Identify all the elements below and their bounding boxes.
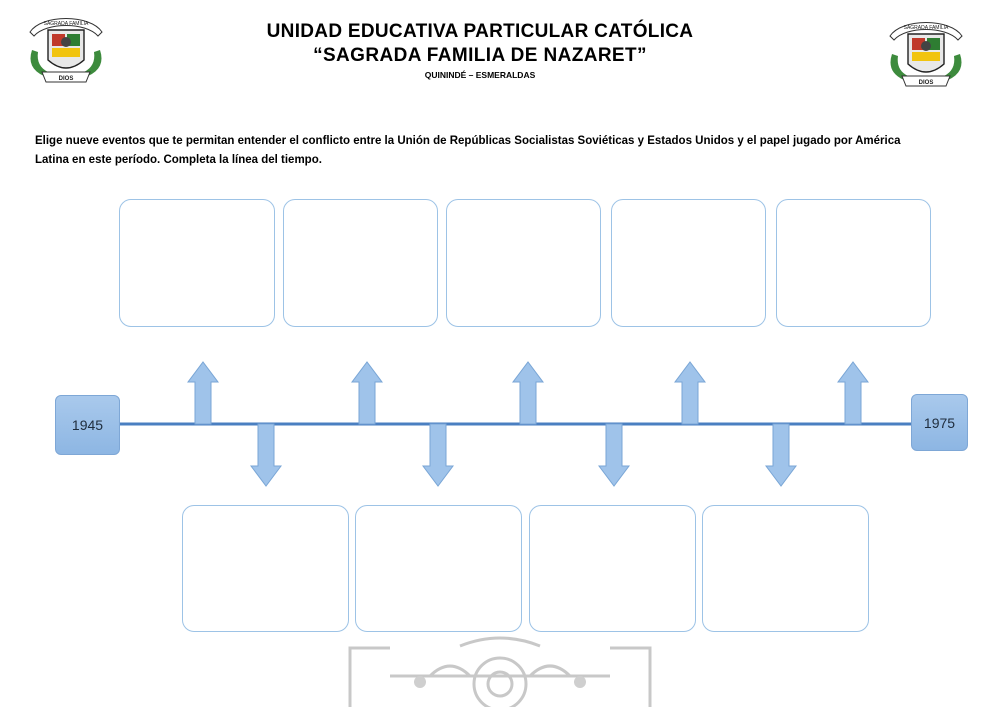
logo-ribbon-bottom-text: DIOS (918, 80, 934, 86)
school-name-line1: UNIDAD EDUCATIVA PARTICULAR CATÓLICA (266, 21, 694, 42)
up-arrow-4 (675, 362, 705, 424)
down-arrow-2 (423, 424, 453, 486)
event-box-bottom-2[interactable] (355, 505, 522, 632)
event-box-top-5[interactable] (776, 199, 931, 327)
event-box-top-3[interactable] (446, 199, 601, 327)
up-arrow-5 (838, 362, 868, 424)
event-box-bottom-3[interactable] (529, 505, 696, 632)
timeline-start-year: 1945 (55, 395, 120, 455)
school-location: QUININDÉ – ESMERALDAS (424, 70, 536, 80)
logo-ribbon-text: SAGRADA FAMILIA (43, 21, 89, 27)
event-box-top-4[interactable] (611, 199, 766, 327)
event-box-bottom-1[interactable] (182, 505, 349, 632)
school-name-line2: “SAGRADA FAMILIA DE NAZARET” (313, 45, 647, 66)
logo-ribbon-bottom-text: DIOS (58, 76, 74, 82)
down-arrow-4 (766, 424, 796, 486)
school-crest-watermark (320, 636, 680, 707)
up-arrow-3 (513, 362, 543, 424)
up-arrow-2 (352, 362, 382, 424)
up-arrow-1 (188, 362, 218, 424)
timeline-end-year: 1975 (911, 394, 968, 451)
event-box-top-1[interactable] (119, 199, 275, 327)
down-arrow-1 (251, 424, 281, 486)
activity-instructions: Elige nueve eventos que te permitan entender el conflicto entre la Unión de Repúblicas Socialistas Soviéticas y Estados Unidos y el papel jugado por América Latina en este período. Completa la línea del tiempo. (35, 135, 901, 166)
down-arrow-3 (599, 424, 629, 486)
event-box-bottom-4[interactable] (702, 505, 869, 632)
logo-ribbon-text: SAGRADA FAMILIA (903, 25, 949, 31)
event-box-top-2[interactable] (283, 199, 438, 327)
